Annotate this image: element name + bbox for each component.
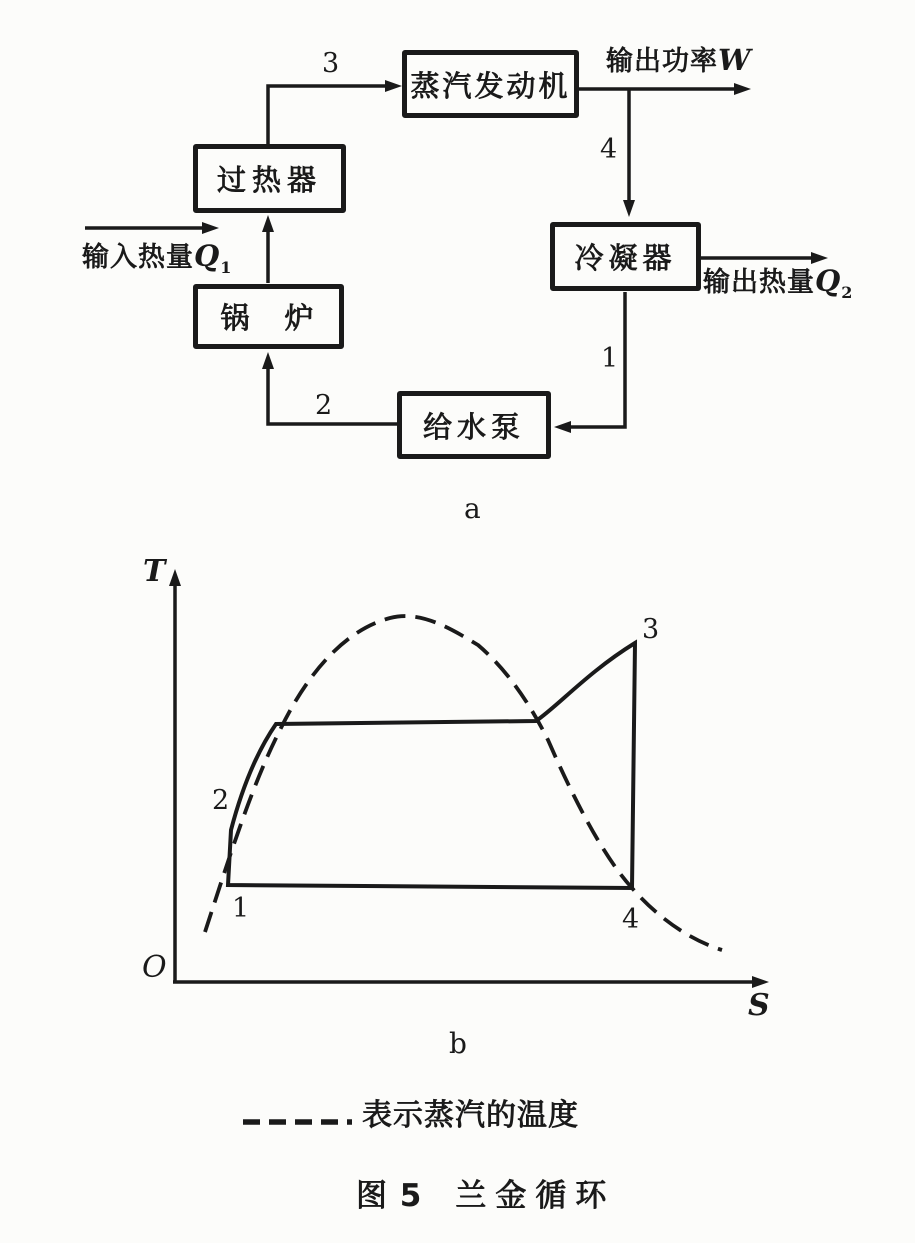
state-point-3-flow: 3: [322, 48, 340, 79]
output-power-symbol: W: [718, 43, 752, 77]
input-heat-subscript: 1: [220, 258, 233, 277]
state-point-4-ts: 4: [622, 904, 640, 935]
panel-a-label: a: [464, 492, 481, 525]
t-axis-label: T: [143, 554, 166, 589]
state-point-4-flow: 4: [600, 134, 618, 165]
box-feed-pump: [397, 391, 551, 459]
figure-title: 兰金循环: [455, 1178, 616, 1214]
legend-dash-meaning: 表示蒸汽的温度: [362, 1098, 579, 1133]
box-condenser-label: 冷凝器: [574, 241, 677, 275]
output-power-text: 输出功率: [606, 46, 718, 77]
input-heat-symbol: $Q_1$: [194, 239, 233, 277]
box-boiler: [193, 284, 344, 349]
figure-number: 图 5: [356, 1178, 423, 1214]
state-point-2-ts: 2: [212, 785, 230, 816]
pipe-superheater-to-engine: [268, 86, 386, 150]
s-axis-label: S: [748, 988, 770, 1023]
pipe-pump-to-boiler: [268, 368, 397, 424]
output-heat-symbol: $Q_2$: [815, 264, 854, 302]
box-boiler-label: 锅 炉: [220, 301, 317, 335]
panel-b-label: b: [449, 1027, 467, 1060]
input-heat-text: 输入热量: [82, 242, 194, 273]
state-point-2-flow: 2: [315, 390, 333, 421]
input-heat-label: [82, 239, 233, 277]
box-superheater: [193, 144, 346, 213]
box-superheater-label: 过热器: [216, 163, 322, 197]
output-power-label: [606, 43, 752, 77]
box-feed-pump-label: 给水泵: [422, 409, 525, 444]
box-steam-engine: [402, 50, 579, 118]
state-point-1-ts: 1: [232, 893, 250, 924]
state-point-1-flow: 1: [601, 343, 619, 374]
rankine-cycle-solid-curve: [228, 643, 635, 888]
saturation-dome-dashed-curve: [205, 616, 722, 950]
output-heat-label: [703, 264, 854, 302]
box-steam-engine-label: 蒸汽发动机: [410, 68, 571, 103]
box-condenser: [550, 222, 701, 291]
output-heat-subscript: 2: [841, 283, 854, 302]
state-point-3-ts: 3: [642, 614, 660, 645]
figure-caption: [356, 1178, 616, 1214]
origin-label: O: [142, 950, 167, 985]
output-heat-text: 输出热量: [703, 267, 815, 298]
